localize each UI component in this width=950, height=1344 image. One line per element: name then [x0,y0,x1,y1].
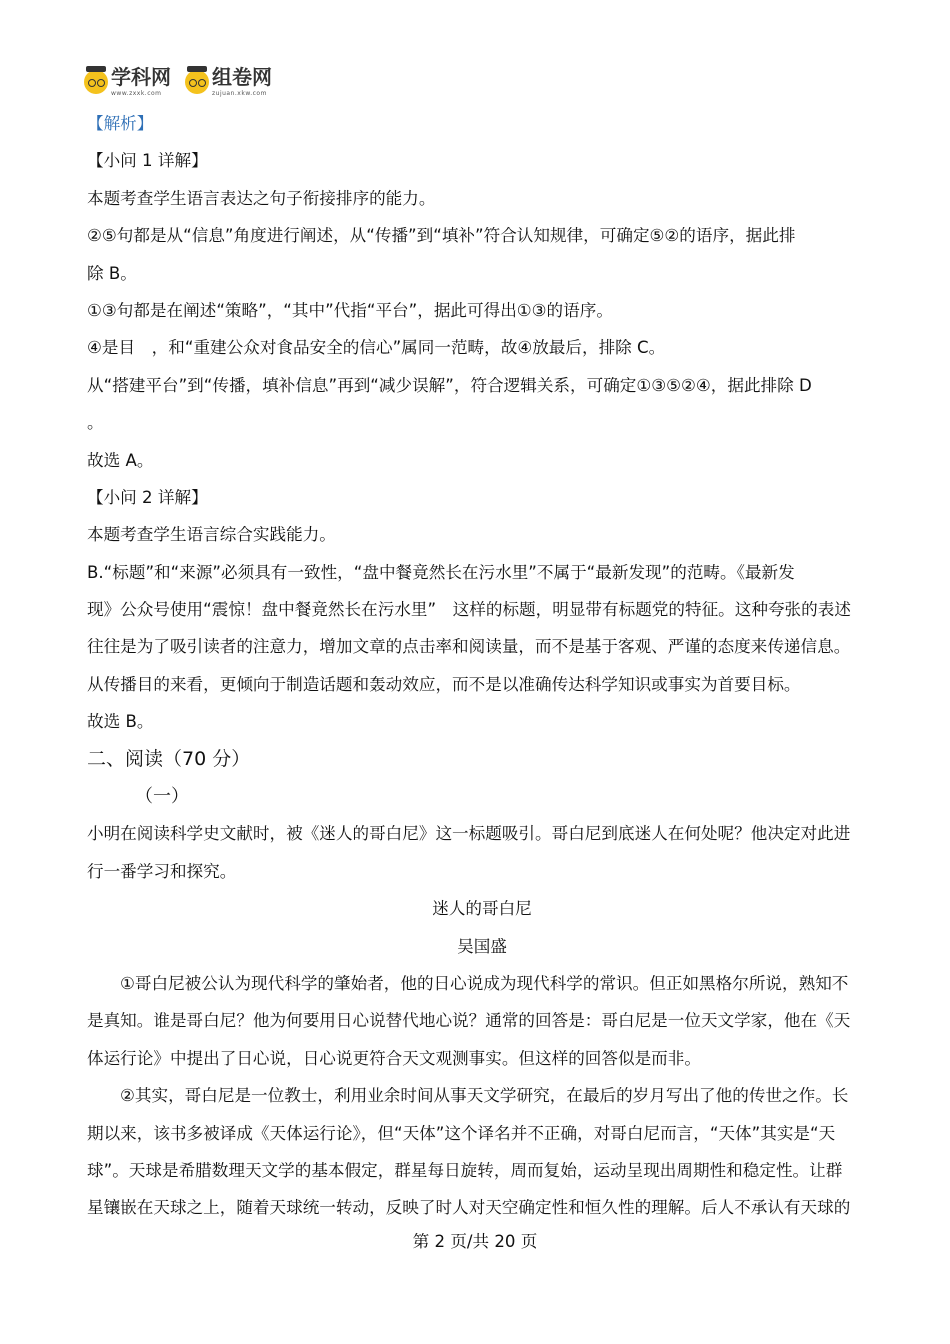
text-line: ②⑤句都是从“信息”角度进行阐述，从“传播”到“填补”符合认知规律，可确定⑤②的语序，据此排 [87,226,796,246]
text-line: 本题考查学生语言综合实践能力。 [87,525,336,545]
text-line: ②其实，哥白尼是一位教士，利用业余时间从事天文学研究，在最后的岁月写出了他的传世之作。长 [120,1086,849,1106]
owl-icon [84,70,108,94]
text-line: 除 B。 [87,263,137,283]
text-line: 从“搭建平台”到“传播，填补信息”再到“减少误解”，符合逻辑关系，可确定①③⑤②④，据此排除 D [87,375,812,395]
text-line: 往往是为了吸引读者的注意力，增加文章的点击率和阅读量，而不是基于客观、严谨的态度来传递信息。 [87,637,851,657]
logo-url: www.zxxk.com [111,90,162,97]
article-author: 吴国盛 [457,936,507,956]
text-line: 从传播目的来看，更倾向于制造话题和轰动效应，而不是以准确传达科学知识或事实为首要目标。 [87,674,801,694]
text-line: 小明在阅读科学史文献时，被《迷人的哥白尼》这一标题吸引。哥白尼到底迷人在何处呢？他决定对此进 [87,824,851,844]
zujuanwang-logo [185,66,272,98]
text-line: 星镶嵌在天球之上，随着天球统一转动，反映了时人对天空确定性和恒久性的理解。后人不承认有天球的 [87,1198,851,1218]
text-line: ①③句都是在阐述“策略”，“其中”代指“平台”，据此可得出①③的语序。 [87,300,613,320]
answer-line: 故选 A。 [87,450,154,470]
header-logos [84,66,272,98]
answer-line: 故选 B。 [87,712,154,732]
text-line: 是真知。谁是哥白尼？他为何要用日心说替代地心说？通常的回答是：哥白尼是一位天文学家，他在《天 [87,1011,851,1031]
text-line: 体运行论》中提出了日心说，日心说更符合天文观测事实。但这样的回答似是而非。 [87,1048,701,1068]
subquestion-1-heading: 【小问 1 详解】 [87,151,208,171]
subsection-heading: （一） [135,786,189,808]
logo-name: 学科网 [111,65,171,89]
section-heading: 二、阅读（70 分） [87,747,251,770]
article-title: 迷人的哥白尼 [432,899,532,919]
document-body [87,105,877,1227]
text-line: 期以来，该书多被译成《天体运行论》，但“天体”这个译名并不正确，对哥白尼而言，“天体”其实是“天 [87,1123,836,1143]
text-line: 本题考查学生语言表达之句子衔接排序的能力。 [87,188,436,208]
analysis-label: 【解析】 [87,114,154,133]
text-line: ④是目 ，和“重建公众对食品安全的信心”属同一范畴，故④放最后，排除 C。 [87,338,666,358]
logo-url: zujuan.xkw.com [212,90,267,97]
text-line: 行一番学习和探究。 [87,861,237,881]
text-line: ①哥白尼被公认为现代科学的肇始者，他的日心说成为现代科学的常识。但正如黑格尔所说，熟知不 [120,973,849,993]
subquestion-2-heading: 【小问 2 详解】 [87,487,208,507]
text-line: 。 [87,413,104,433]
owl-icon [185,70,209,94]
xuekewang-logo [84,66,171,98]
text-line: B.“标题”和“来源”必须具有一致性，“盘中餐竟然长在污水里”不属于“最新发现”的范畴。《最新发 [87,562,795,582]
logo-name: 组卷网 [212,65,272,89]
page-footer: 第 2 页/共 20 页 [412,1232,538,1251]
text-line: 球”。天球是希腊数理天文学的基本假定，群星每日旋转，周而复始，运动呈现出周期性和稳定性。让群 [87,1160,843,1180]
text-line: 现》公众号使用“震惊！盘中餐竟然长在污水里” 这样的标题，明显带有标题党的特征。这种夸张的表述 [87,600,851,620]
